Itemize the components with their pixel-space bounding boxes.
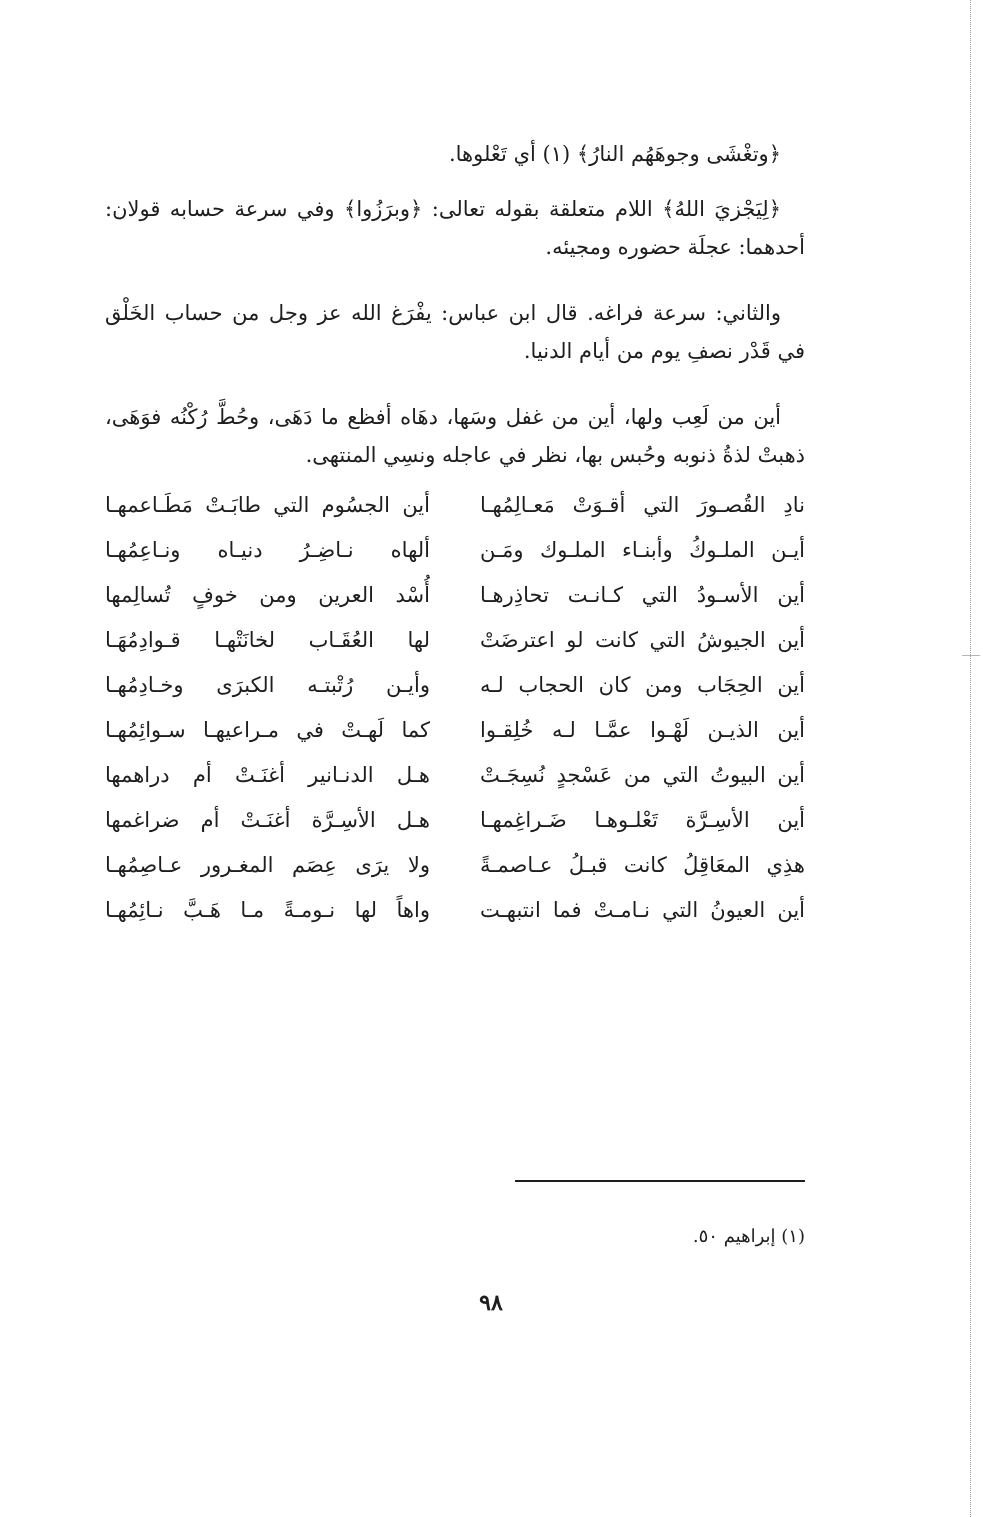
verse-row [105, 663, 805, 708]
verse-first-hemistich: أين العيونُ التي نـامـتْ فما انتبهـت [480, 898, 805, 922]
verse-row [105, 798, 805, 843]
footnote-divider [515, 1180, 805, 1182]
verse-row [105, 573, 805, 618]
verse-second-hemistich: لها العُقَـاب لخانَتْهـا قـوادِمُهَـا [105, 628, 430, 652]
verse-second-hemistich: ولا يرَى عِصَم المغـرور عـاصِمُهـا [105, 853, 430, 877]
paragraph-ibn-abbas [105, 294, 805, 370]
verse-first-hemistich: أين الحِجَاب ومن كان الحجاب لـه [480, 673, 805, 697]
verse-first-hemistich: أين الجيوشُ التي كانت لو اعترضَتْ [480, 628, 805, 652]
verse-second-hemistich: كما لَهـتْ في مـراعيهـا سـوائِمُهـا [105, 718, 430, 742]
verse-first-hemistich: نادِ القُصـورَ التي أقـوَتْ مَعـالِمُهـا [480, 493, 805, 517]
footnote: (١) إبراهيم ٥٠. [692, 1226, 805, 1247]
page-number: ٩٨ [479, 1290, 503, 1316]
verse-row [105, 753, 805, 798]
paragraph-text: ﴿لِيَجْزيَ اللهُ﴾ اللام متعلقة بقوله تعالى: ﴿وبرَزُوا﴾ وفي سرعة حسابه قولان: أحدهما: عجلَة حضوره ومجيئه. [105, 197, 805, 259]
verse-second-hemistich: أُسْد العرين ومن خوفٍ تُسالِمها [105, 583, 430, 607]
verse-second-hemistich: هـل الأسِـرَّة أغنَـتْ أم ضراغمها [105, 808, 430, 832]
paragraph-text: والثاني: سرعة فراغه. قال ابن عباس: يفْرَغ الله عز وجل من حساب الخَلْق في قَدْر نصفِ يوم من أيام الدنيا. [105, 301, 805, 363]
verse-row [105, 528, 805, 573]
verse-second-hemistich: أين الجسُوم التي طابَـتْ مَطَـاعمهـا [105, 493, 430, 517]
poem [105, 483, 805, 933]
verse-row [105, 618, 805, 663]
verse-first-hemistich: هذِي المعَاقِلُ كانت قبـلُ عـاصمـةً [480, 853, 805, 877]
paragraph-exhortation [105, 398, 805, 474]
paragraph-quran-verse [105, 135, 805, 173]
verse-row [105, 843, 805, 888]
verse-first-hemistich: أين الأسِـرَّة تَعْلـوهـا ضَـراغِمهـا [480, 808, 805, 832]
paragraph-text: أين من لَعِب ولها، أين من غفل وسَها، دهَاه أفظع ما دَهَى، وحُطَّ رُكْنُه فوَهَى، ذهبتْ لذةُ ذنوبه وحُبس بها، نظر في عاجله ونسِي المنتهى. [105, 405, 805, 467]
verse-second-hemistich: ألهاه نـاضِـرُ دنيـاه ونـاعِمُهـا [105, 538, 430, 562]
scan-edge-tick [962, 655, 980, 656]
verse-first-hemistich: أين الأسـودُ التي كـانـت تحاذِرهـا [480, 583, 805, 607]
scan-edge-line [970, 0, 971, 1517]
verse-row [105, 483, 805, 528]
verse-first-hemistich: أيـن الملـوكُ وأبنـاء الملـوك ومَـن [480, 538, 805, 562]
verse-second-hemistich: هـل الدنـانير أغنَـتْ أم دراهمها [105, 763, 430, 787]
paragraph-reckoning [105, 190, 805, 266]
verse-first-hemistich: أين الذيـن لَهْـوا عمَّـا لـه خُلِقـوا [480, 718, 805, 742]
verse-second-hemistich: وأيـن رُتْبتـه الكبرَى وخـادِمُهـا [105, 673, 430, 697]
paragraph-text: ﴿وتغْشَى وجوهَهُم النارُ﴾ (١) أي تَعْلوها. [448, 142, 781, 166]
verse-second-hemistich: واهاً لها نـومـةً مـا هَـبَّ نـائِمُهـا [105, 898, 430, 922]
verse-row [105, 888, 805, 933]
verse-first-hemistich: أين البيوتُ التي من عَسْجدٍ نُسِجَـتْ [480, 763, 805, 787]
verse-row [105, 708, 805, 753]
